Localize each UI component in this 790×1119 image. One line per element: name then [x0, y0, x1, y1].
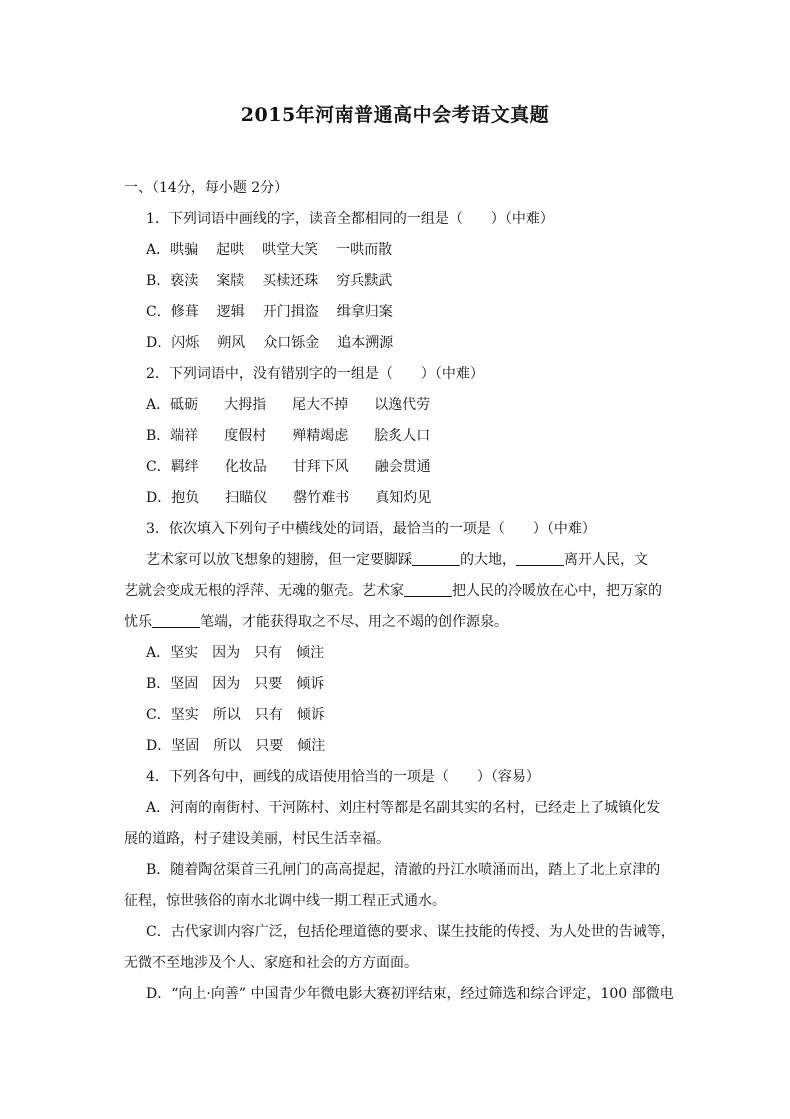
fill-blank-4: [152, 610, 200, 628]
question-4-option-b-line-2: 征程，惊世骇俗的南水北调中线一期工程正式通水。: [124, 893, 446, 909]
question-2-stem: 2．下列词语中，没有错别字的一组是（ ）（中难）: [146, 366, 484, 382]
fill-blank-2: [516, 548, 564, 566]
question-2-option-c: C．羁绊 化妆品 甘拜下风 融会贯通: [146, 459, 431, 475]
fill-blank-1: [412, 548, 460, 566]
question-2-option-a: A．砥砺 大拇指 尾大不掉 以逸代劳: [146, 397, 431, 413]
question-3-option-c: C．坚实 所以 只有 倾诉: [146, 707, 325, 723]
page-title: 2015年河南普通高中会考语文真题: [240, 104, 550, 126]
question-3-option-a: A．坚实 因为 只有 倾注: [146, 645, 325, 661]
question-3-stem: 3．依次填入下列句子中横线处的词语，最恰当的一项是（ ）（中难）: [146, 521, 596, 537]
question-3-passage-line-2: 艺就会变成无根的浮萍、无魂的躯壳。艺术家 把人民的冷暖放在心中，把万家的: [124, 576, 684, 607]
question-3-option-b: B．坚固 因为 只要 倾诉: [146, 676, 325, 692]
question-4-option-c-line-1: C．古代家训内容广泛，包括伦理道德的要求、谋生技能的传授、为人处世的告诫等，: [146, 924, 675, 940]
question-1-option-d: D．闪烁 朔风 众口铄金 追本溯源: [146, 335, 394, 351]
question-4-option-a-line-2: 展的道路，村子建设美丽，村民生活幸福。: [124, 831, 390, 847]
question-2-option-b: B．端祥 度假村 殚精竭虑 脍炙人口: [146, 428, 431, 444]
question-3-passage-line-1: 艺术家可以放飞想象的翅膀，但一定要脚踩 的大地， 离开人民，文: [124, 545, 684, 576]
question-4-option-a-line-1: A．河南的南街村、干河陈村、刘庄村等都是名副其实的名村，已经走上了城镇化发: [146, 800, 661, 816]
question-1-option-c: C．修葺 逻辑 开门揖盗 缉拿归案: [146, 304, 393, 320]
question-3-option-d: D．坚固 所以 只要 倾注: [146, 738, 326, 754]
question-4-option-c-line-2: 无微不至地涉及个人、家庭和社会的方方面面。: [124, 955, 418, 971]
question-2-option-d: D．抱负 扫瞄仪 罄竹难书 真知灼见: [146, 490, 432, 506]
question-4-option-d-line-1: D．“向上·向善” 中国青少年微电影大赛初评结束，经过筛选和综合评定，100 部微电: [146, 986, 674, 1002]
question-3-passage-line-3: 忧乐 笔端，才能获得取之不尽、用之不竭的创作源泉。: [124, 607, 684, 638]
question-1-option-a: A．哄骗 起哄 哄堂大笑 一哄而散: [146, 242, 393, 258]
question-1-stem: 1．下列词语中画线的字，读音全都相同的一组是（ ）（中难）: [146, 211, 554, 227]
question-1-option-b: B．亵渎 案牍 买椟还珠 穷兵黩武: [146, 273, 393, 289]
document-body: [124, 173, 684, 1010]
section-heading: 一、（14分，每小题 2分）: [124, 180, 289, 196]
question-4-stem: 4．下列各句中，画线的成语使用恰当的一项是（ ）（容易）: [146, 769, 540, 785]
fill-blank-3: [404, 579, 452, 597]
question-4-option-b-line-1: B．随着陶岔渠首三孔闸门的高高提起，清澈的丹江水喷涌而出，踏上了北上京津的: [146, 862, 661, 878]
